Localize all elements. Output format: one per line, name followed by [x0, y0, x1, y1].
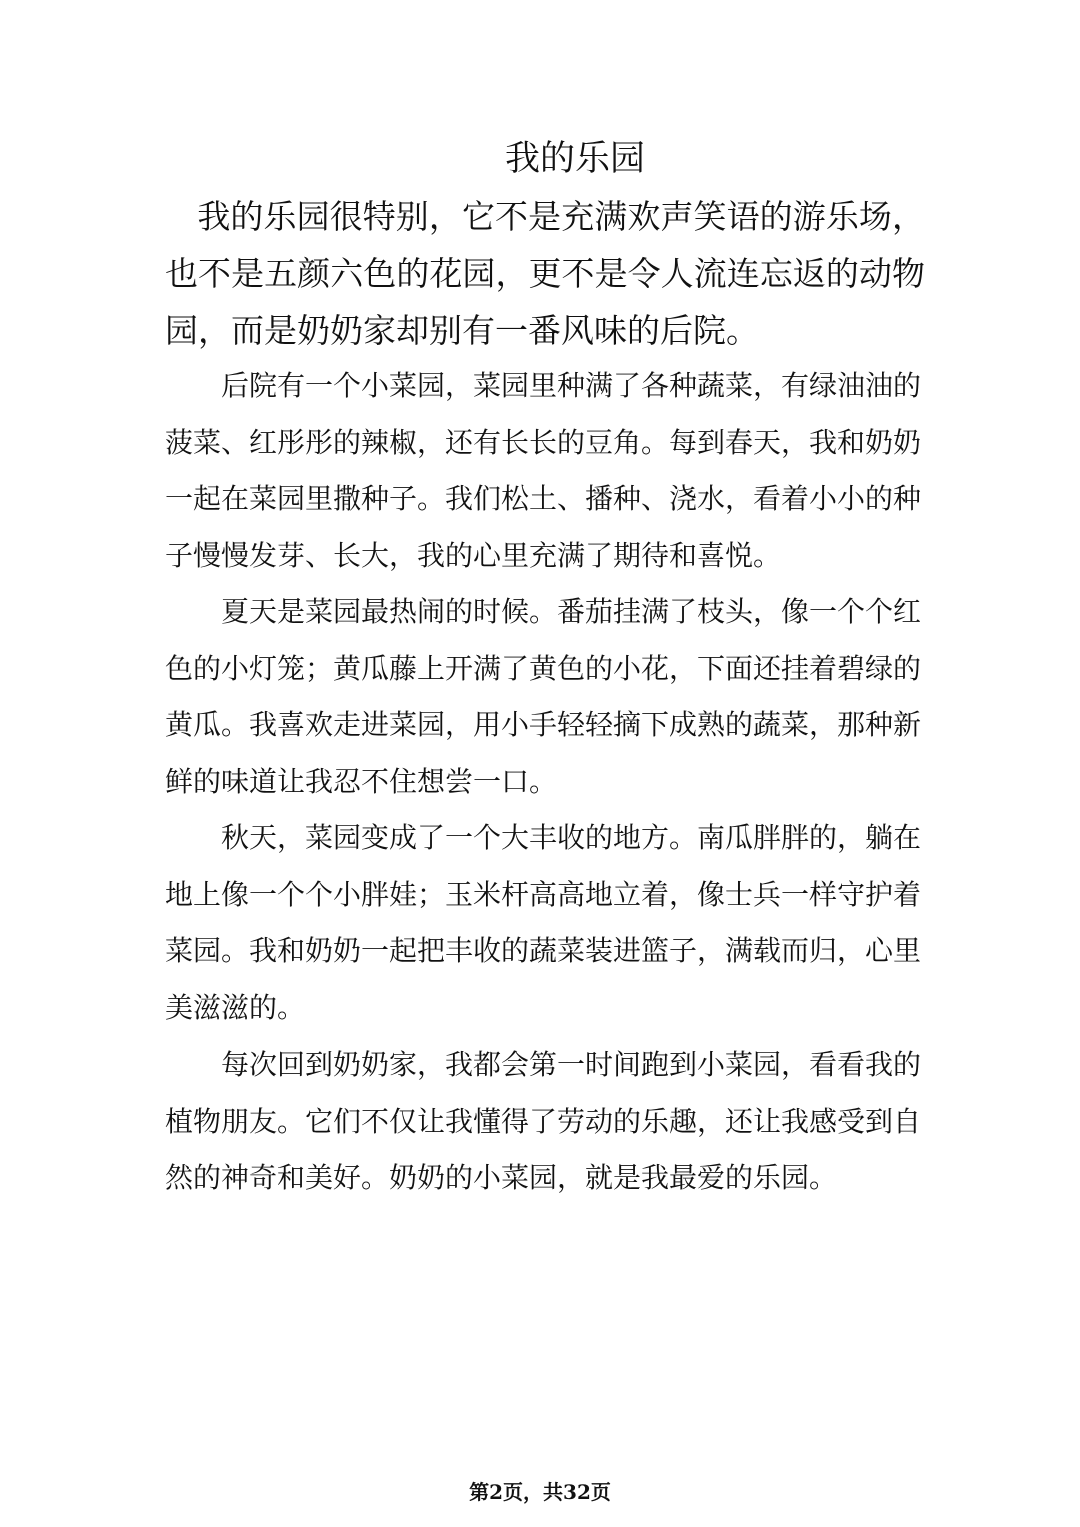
paragraph-autumn: 秋天，菜园变成了一个大丰收的地方。南瓜胖胖的，躺在地上像一个个小胖娃；玉米杆高高地立着，像士兵一样守护着菜园。我和奶奶一起把丰收的蔬菜装进篮子，满载而归，心里美滋滋的。 [165, 821, 922, 1024]
intro-paragraph: 我的乐园很特别，它不是充满欢声笑语的游乐场，也不是五颜六色的花园，更不是令人流连忘返的动物园，而是奶奶家却别有一番风味的后院。 [165, 197, 925, 350]
page-title: 我的乐园 [504, 139, 645, 179]
paragraph-summer: 夏天是菜园最热闹的时候。番茄挂满了枝头，像一个个红色的小灯笼；黄瓜藤上开满了黄色的小花，下面还挂着碧绿的黄瓜。我喜欢走进菜园，用小手轻轻摘下成熟的蔬菜，那种新鲜的味道让我忍不住想尝一口。 [165, 595, 922, 798]
page-number: 第2页，共32页 [469, 1480, 611, 1504]
paragraph-conclusion: 每次回到奶奶家，我都会第一时间跑到小菜园，看看我的植物朋友。它们不仅让我懂得了劳动的乐趣，还让我感受到自然的神奇和美好。奶奶的小菜园，就是我最爱的乐园。 [165, 1048, 922, 1194]
paragraph-spring: 后院有一个小菜园，菜园里种满了各种蔬菜，有绿油油的菠菜、红彤彤的辣椒，还有长长的豆角。每到春天，我和奶奶一起在菜园里撒种子。我们松土、播种、浇水，看着小小的种子慢慢发芽、长大，我的心里充满了期待和喜悦。 [165, 369, 922, 572]
